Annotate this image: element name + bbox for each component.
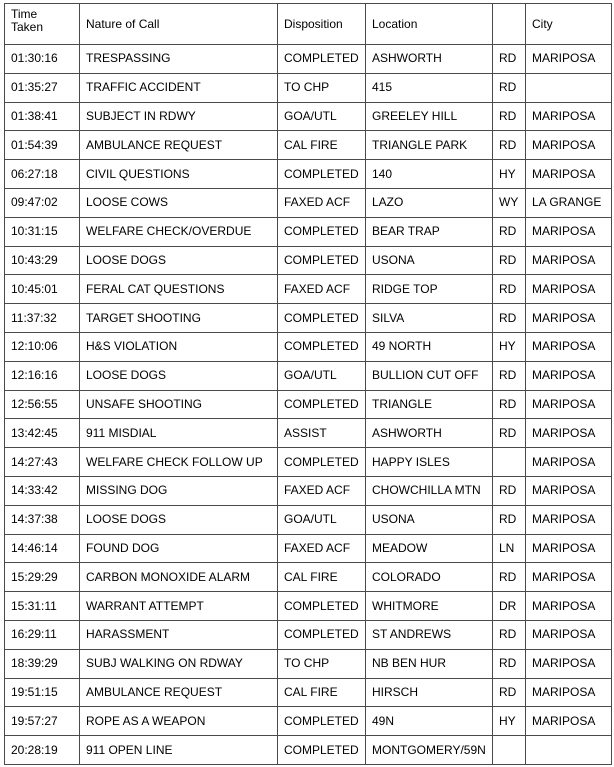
cell-time-taken: 01:38:41 [5,102,80,131]
table-row [5,304,612,333]
cell-time-taken: 10:31:15 [5,217,80,246]
cell-disposition: FAXED ACF [278,534,366,563]
cell-time-taken: 11:37:32 [5,304,80,333]
cell-location: BEAR TRAP [366,217,493,246]
cell-street-suffix: RD [493,73,526,102]
cell-nature-of-call: TARGET SHOOTING [80,304,278,333]
cell-disposition: COMPLETED [278,45,366,74]
cell-city: MARIPOSA [526,304,612,333]
cell-time-taken: 14:37:38 [5,505,80,534]
cell-location: GREELEY HILL [366,102,493,131]
cell-city: MARIPOSA [526,419,612,448]
cell-city: LA GRANGE [526,188,612,217]
cell-street-suffix: RD [493,649,526,678]
header-street-suffix [493,4,526,45]
table-row [5,620,612,649]
cell-time-taken: 12:16:16 [5,361,80,390]
cell-time-taken: 06:27:18 [5,160,80,189]
cell-time-taken: 01:54:39 [5,131,80,160]
cell-time-taken: 01:30:16 [5,45,80,74]
cell-street-suffix: RD [493,45,526,74]
cell-location: HAPPY ISLES [366,448,493,477]
cell-location: ST ANDREWS [366,620,493,649]
cell-time-taken: 01:35:27 [5,73,80,102]
cell-nature-of-call: FERAL CAT QUESTIONS [80,275,278,304]
cell-time-taken: 19:51:15 [5,678,80,707]
cell-disposition: COMPLETED [278,304,366,333]
cell-nature-of-call: MISSING DOG [80,476,278,505]
cell-location: MONTGOMERY/59N [366,736,493,765]
cell-location: USONA [366,246,493,275]
cell-nature-of-call: 911 OPEN LINE [80,736,278,765]
cell-city: MARIPOSA [526,678,612,707]
cell-nature-of-call: UNSAFE SHOOTING [80,390,278,419]
cell-time-taken: 15:29:29 [5,563,80,592]
cell-street-suffix: RD [493,476,526,505]
cell-city: MARIPOSA [526,563,612,592]
cell-disposition: CAL FIRE [278,131,366,160]
cell-disposition: COMPLETED [278,390,366,419]
cell-city: MARIPOSA [526,217,612,246]
table-row [5,217,612,246]
cell-location: 49 NORTH [366,332,493,361]
cell-city: MARIPOSA [526,275,612,304]
header-disposition: Disposition [278,4,366,45]
cell-disposition: COMPLETED [278,332,366,361]
cell-nature-of-call: WARRANT ATTEMPT [80,592,278,621]
cell-time-taken: 12:10:06 [5,332,80,361]
cell-disposition: COMPLETED [278,620,366,649]
cell-city: MARIPOSA [526,390,612,419]
cell-location: ASHWORTH [366,45,493,74]
cell-location: 415 [366,73,493,102]
cell-disposition: COMPLETED [278,736,366,765]
cell-nature-of-call: AMBULANCE REQUEST [80,678,278,707]
table-row [5,361,612,390]
cell-location: TRIANGLE [366,390,493,419]
cell-street-suffix: RD [493,131,526,160]
cell-disposition: GOA/UTL [278,102,366,131]
cell-city: MARIPOSA [526,534,612,563]
cell-location: WHITMORE [366,592,493,621]
cell-location: USONA [366,505,493,534]
cell-disposition: TO CHP [278,649,366,678]
table-row [5,563,612,592]
table-row [5,476,612,505]
table-row [5,592,612,621]
table-row [5,45,612,74]
cell-disposition: ASSIST [278,419,366,448]
cell-street-suffix: HY [493,707,526,736]
cell-disposition: COMPLETED [278,160,366,189]
cell-city: MARIPOSA [526,505,612,534]
cell-time-taken: 18:39:29 [5,649,80,678]
table-row [5,131,612,160]
cell-city: MARIPOSA [526,131,612,160]
cell-street-suffix: HY [493,160,526,189]
cell-disposition: TO CHP [278,73,366,102]
cell-time-taken: 14:33:42 [5,476,80,505]
cell-location: NB BEN HUR [366,649,493,678]
cell-street-suffix: DR [493,592,526,621]
cell-location: CHOWCHILLA MTN [366,476,493,505]
cell-disposition: GOA/UTL [278,361,366,390]
cell-disposition: FAXED ACF [278,188,366,217]
cell-time-taken: 10:45:01 [5,275,80,304]
table-row [5,736,612,765]
cell-nature-of-call: LOOSE DOGS [80,361,278,390]
table-row [5,448,612,477]
cell-location: TRIANGLE PARK [366,131,493,160]
cell-street-suffix: RD [493,419,526,448]
cell-time-taken: 10:43:29 [5,246,80,275]
cell-street-suffix: RD [493,304,526,333]
table-row [5,188,612,217]
cell-nature-of-call: TRESPASSING [80,45,278,74]
cell-disposition: CAL FIRE [278,678,366,707]
cell-disposition: CAL FIRE [278,563,366,592]
cell-city: MARIPOSA [526,707,612,736]
header-nature-of-call: Nature of Call [80,4,278,45]
cell-location: LAZO [366,188,493,217]
cell-city: MARIPOSA [526,476,612,505]
cell-nature-of-call: AMBULANCE REQUEST [80,131,278,160]
cell-location: HIRSCH [366,678,493,707]
header-time-line2: Taken [11,20,44,34]
header-time-line1: Time [11,7,38,21]
cell-time-taken: 19:57:27 [5,707,80,736]
cell-nature-of-call: HARASSMENT [80,620,278,649]
cell-disposition: GOA/UTL [278,505,366,534]
cell-disposition: FAXED ACF [278,275,366,304]
cell-time-taken: 20:28:19 [5,736,80,765]
cell-street-suffix: RD [493,361,526,390]
table-row [5,678,612,707]
cell-disposition: FAXED ACF [278,476,366,505]
cell-nature-of-call: H&S VIOLATION [80,332,278,361]
cell-nature-of-call: CARBON MONOXIDE ALARM [80,563,278,592]
cell-city [526,73,612,102]
cell-street-suffix: RD [493,217,526,246]
cell-location: 140 [366,160,493,189]
cell-disposition: COMPLETED [278,592,366,621]
cell-disposition: COMPLETED [278,448,366,477]
cell-city [526,736,612,765]
cell-location: 49N [366,707,493,736]
call-log-table [4,3,612,765]
cell-nature-of-call: WELFARE CHECK/OVERDUE [80,217,278,246]
cell-location: MEADOW [366,534,493,563]
cell-street-suffix: HY [493,332,526,361]
cell-city: MARIPOSA [526,160,612,189]
table-row [5,534,612,563]
cell-street-suffix [493,736,526,765]
cell-time-taken: 09:47:02 [5,188,80,217]
table-row [5,275,612,304]
cell-street-suffix: RD [493,505,526,534]
cell-nature-of-call: WELFARE CHECK FOLLOW UP [80,448,278,477]
cell-nature-of-call: FOUND DOG [80,534,278,563]
cell-nature-of-call: 911 MISDIAL [80,419,278,448]
table-row [5,505,612,534]
cell-disposition: COMPLETED [278,246,366,275]
table-row [5,707,612,736]
table-row [5,390,612,419]
cell-time-taken: 12:56:55 [5,390,80,419]
cell-street-suffix: RD [493,620,526,649]
cell-street-suffix [493,448,526,477]
cell-city: MARIPOSA [526,620,612,649]
cell-city: MARIPOSA [526,592,612,621]
cell-street-suffix: RD [493,563,526,592]
header-row [5,4,612,45]
cell-disposition: COMPLETED [278,707,366,736]
cell-time-taken: 13:42:45 [5,419,80,448]
cell-nature-of-call: TRAFFIC ACCIDENT [80,73,278,102]
cell-location: SILVA [366,304,493,333]
header-city: City [526,4,612,45]
cell-street-suffix: RD [493,390,526,419]
cell-nature-of-call: CIVIL QUESTIONS [80,160,278,189]
cell-street-suffix: WY [493,188,526,217]
cell-nature-of-call: LOOSE COWS [80,188,278,217]
cell-location: BULLION CUT OFF [366,361,493,390]
cell-disposition: COMPLETED [278,217,366,246]
cell-time-taken: 14:27:43 [5,448,80,477]
table-row [5,73,612,102]
cell-street-suffix: RD [493,275,526,304]
cell-location: RIDGE TOP [366,275,493,304]
table-row [5,649,612,678]
cell-city: MARIPOSA [526,45,612,74]
table-body [5,45,612,765]
cell-nature-of-call: SUBJ WALKING ON RDWAY [80,649,278,678]
cell-time-taken: 15:31:11 [5,592,80,621]
cell-nature-of-call: LOOSE DOGS [80,505,278,534]
cell-location: COLORADO [366,563,493,592]
cell-city: MARIPOSA [526,649,612,678]
cell-street-suffix: RD [493,246,526,275]
cell-city: MARIPOSA [526,448,612,477]
cell-street-suffix: RD [493,678,526,707]
cell-street-suffix: LN [493,534,526,563]
table-row [5,332,612,361]
table-row [5,246,612,275]
table-row [5,102,612,131]
table-row [5,160,612,189]
cell-city: MARIPOSA [526,361,612,390]
cell-time-taken: 14:46:14 [5,534,80,563]
cell-time-taken: 16:29:11 [5,620,80,649]
cell-city: MARIPOSA [526,246,612,275]
cell-location: ASHWORTH [366,419,493,448]
header-location: Location [366,4,493,45]
cell-nature-of-call: LOOSE DOGS [80,246,278,275]
header-time-taken [5,4,80,45]
table-row [5,419,612,448]
cell-city: MARIPOSA [526,102,612,131]
cell-nature-of-call: ROPE AS A WEAPON [80,707,278,736]
cell-city: MARIPOSA [526,332,612,361]
cell-nature-of-call: SUBJECT IN RDWY [80,102,278,131]
cell-street-suffix: RD [493,102,526,131]
